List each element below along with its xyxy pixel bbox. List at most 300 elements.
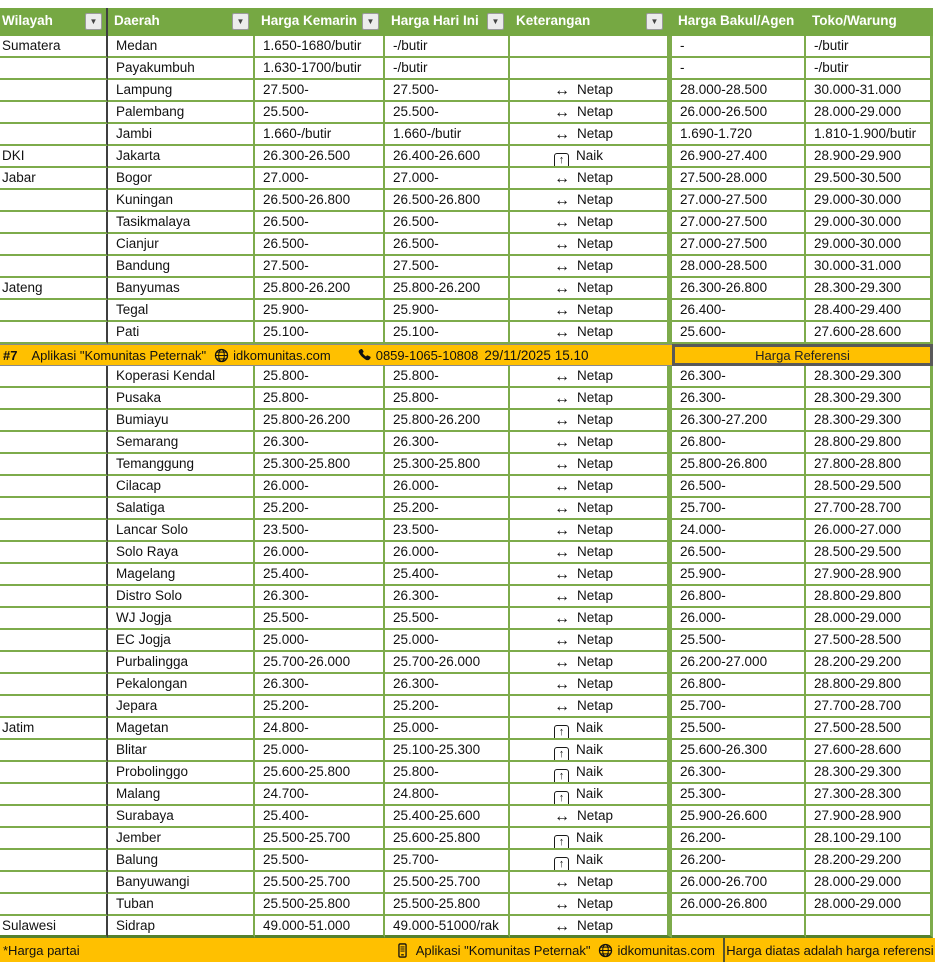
cell-harga-bakul-agen[interactable] [672,916,806,938]
cell-harga-kemarin[interactable] [255,234,385,256]
cell-harga-bakul-agen[interactable] [672,872,806,894]
cell-toko-warung[interactable] [806,212,933,234]
cell-toko-warung[interactable] [806,322,933,344]
cell-harga-kemarin[interactable] [255,784,385,806]
cell-daerah[interactable] [108,564,255,586]
cell-harga-kemarin[interactable] [255,696,385,718]
cell-toko-warung[interactable] [806,432,933,454]
cell-toko-warung[interactable] [806,740,933,762]
cell-keterangan[interactable] [510,542,672,564]
cell-harga-hari-ini[interactable] [385,300,510,322]
cell-toko-warung[interactable] [806,850,933,872]
harga-bakul-agen-value: 26.800- [680,434,726,449]
cell-keterangan[interactable] [510,828,672,850]
cell-daerah[interactable] [108,234,255,256]
cell-daerah[interactable] [108,806,255,828]
cell-harga-kemarin[interactable] [255,58,385,80]
cell-wilayah[interactable] [0,630,108,652]
cell-harga-hari-ini[interactable] [385,476,510,498]
cell-toko-warung[interactable] [806,828,933,850]
cell-wilayah[interactable] [0,828,108,850]
toko-warung-value: 27.500-28.500 [814,720,902,735]
cell-wilayah[interactable] [0,124,108,146]
cell-harga-bakul-agen[interactable] [672,894,806,916]
cell-harga-bakul-agen[interactable] [672,586,806,608]
cell-wilayah[interactable] [0,696,108,718]
cell-daerah[interactable] [108,300,255,322]
cell-toko-warung[interactable] [806,80,933,102]
cell-harga-bakul-agen[interactable] [672,278,806,300]
cell-keterangan[interactable] [510,872,672,894]
cell-harga-hari-ini[interactable] [385,80,510,102]
cell-harga-hari-ini[interactable] [385,190,510,212]
cell-harga-hari-ini[interactable] [385,432,510,454]
cell-harga-bakul-agen[interactable] [672,806,806,828]
cell-daerah[interactable] [108,432,255,454]
cell-harga-hari-ini[interactable] [385,58,510,80]
cell-harga-hari-ini[interactable] [385,652,510,674]
cell-toko-warung[interactable] [806,542,933,564]
cell-harga-bakul-agen[interactable] [672,498,806,520]
cell-harga-bakul-agen[interactable] [672,300,806,322]
cell-wilayah[interactable] [0,322,108,344]
cell-harga-bakul-agen[interactable] [672,630,806,652]
cell-daerah[interactable] [108,498,255,520]
cell-toko-warung[interactable] [806,652,933,674]
cell-toko-warung[interactable] [806,102,933,124]
cell-harga-kemarin[interactable] [255,608,385,630]
cell-toko-warung[interactable] [806,784,933,806]
cell-wilayah[interactable] [0,608,108,630]
cell-daerah[interactable] [108,784,255,806]
cell-daerah[interactable] [108,80,255,102]
cell-harga-hari-ini[interactable] [385,366,510,388]
cell-keterangan[interactable] [510,652,672,674]
cell-daerah[interactable] [108,256,255,278]
cell-keterangan[interactable] [510,168,672,190]
cell-wilayah[interactable] [0,168,108,190]
cell-keterangan[interactable] [510,432,672,454]
cell-harga-kemarin[interactable] [255,806,385,828]
cell-keterangan[interactable] [510,388,672,410]
cell-toko-warung[interactable] [806,190,933,212]
cell-harga-hari-ini[interactable] [385,850,510,872]
cell-harga-bakul-agen[interactable] [672,366,806,388]
cell-daerah[interactable] [108,58,255,80]
cell-harga-kemarin[interactable] [255,564,385,586]
cell-harga-hari-ini[interactable] [385,762,510,784]
cell-keterangan[interactable] [510,146,672,168]
cell-harga-kemarin[interactable] [255,410,385,432]
cell-harga-kemarin[interactable] [255,916,385,938]
cell-toko-warung[interactable] [806,278,933,300]
cell-toko-warung[interactable] [806,454,933,476]
cell-daerah[interactable] [108,278,255,300]
cell-harga-kemarin[interactable] [255,850,385,872]
cell-keterangan[interactable] [510,630,672,652]
harga-bakul-agen-value: 26.900-27.400 [680,148,768,163]
cell-wilayah[interactable] [0,454,108,476]
cell-harga-kemarin[interactable] [255,212,385,234]
cell-keterangan[interactable] [510,234,672,256]
filter-dropdown-harga-hari-ini[interactable]: ▼ [487,13,504,30]
cell-daerah[interactable] [108,476,255,498]
cell-harga-bakul-agen[interactable] [672,432,806,454]
cell-wilayah[interactable] [0,916,108,938]
cell-keterangan[interactable] [510,212,672,234]
cell-keterangan[interactable] [510,850,672,872]
cell-daerah[interactable] [108,916,255,938]
cell-harga-hari-ini[interactable] [385,564,510,586]
cell-harga-hari-ini[interactable] [385,322,510,344]
cell-keterangan[interactable] [510,762,672,784]
cell-toko-warung[interactable] [806,674,933,696]
cell-harga-bakul-agen[interactable] [672,212,806,234]
cell-harga-bakul-agen[interactable] [672,740,806,762]
cell-wilayah[interactable] [0,586,108,608]
cell-harga-hari-ini[interactable] [385,916,510,938]
cell-daerah[interactable] [108,102,255,124]
cell-harga-kemarin[interactable] [255,476,385,498]
cell-daerah[interactable] [108,718,255,740]
cell-keterangan[interactable] [510,498,672,520]
cell-harga-bakul-agen[interactable] [672,410,806,432]
filter-dropdown-daerah[interactable]: ▼ [232,13,249,30]
cell-keterangan[interactable] [510,36,672,58]
cell-harga-bakul-agen[interactable] [672,542,806,564]
cell-harga-bakul-agen[interactable] [672,652,806,674]
cell-harga-kemarin[interactable] [255,102,385,124]
cell-daerah[interactable] [108,190,255,212]
cell-harga-bakul-agen[interactable] [672,322,806,344]
cell-toko-warung[interactable] [806,36,933,58]
cell-wilayah[interactable] [0,674,108,696]
cell-harga-kemarin[interactable] [255,520,385,542]
cell-harga-hari-ini[interactable] [385,872,510,894]
cell-harga-hari-ini[interactable] [385,894,510,916]
cell-wilayah[interactable] [0,58,108,80]
cell-harga-kemarin[interactable] [255,498,385,520]
header-wilayah[interactable] [0,8,108,36]
cell-harga-bakul-agen[interactable] [672,850,806,872]
cell-harga-bakul-agen[interactable] [672,564,806,586]
cell-keterangan[interactable] [510,190,672,212]
cell-harga-hari-ini[interactable] [385,718,510,740]
cell-wilayah[interactable] [0,366,108,388]
cell-daerah[interactable] [108,388,255,410]
cell-wilayah[interactable] [0,102,108,124]
cell-daerah[interactable] [108,652,255,674]
cell-harga-bakul-agen[interactable] [672,102,806,124]
header-toko-warung[interactable] [806,8,933,36]
cell-daerah[interactable] [108,322,255,344]
cell-keterangan[interactable] [510,608,672,630]
cell-harga-kemarin[interactable] [255,454,385,476]
cell-harga-bakul-agen[interactable] [672,762,806,784]
cell-harga-bakul-agen[interactable] [672,476,806,498]
cell-harga-bakul-agen[interactable] [672,168,806,190]
cell-toko-warung[interactable] [806,58,933,80]
cell-wilayah[interactable] [0,850,108,872]
cell-harga-bakul-agen[interactable] [672,608,806,630]
cell-harga-bakul-agen[interactable] [672,58,806,80]
cell-harga-kemarin[interactable] [255,652,385,674]
cell-harga-kemarin[interactable] [255,124,385,146]
cell-toko-warung[interactable] [806,564,933,586]
cell-harga-bakul-agen[interactable] [672,388,806,410]
cell-wilayah[interactable] [0,388,108,410]
cell-daerah[interactable] [108,740,255,762]
cell-wilayah[interactable] [0,718,108,740]
cell-daerah[interactable] [108,542,255,564]
cell-harga-hari-ini[interactable] [385,168,510,190]
filter-dropdown-harga-kemarin[interactable]: ▼ [362,13,379,30]
cell-keterangan[interactable] [510,366,672,388]
cell-harga-hari-ini[interactable] [385,696,510,718]
cell-toko-warung[interactable] [806,630,933,652]
cell-harga-kemarin[interactable] [255,300,385,322]
cell-toko-warung[interactable] [806,718,933,740]
cell-harga-kemarin[interactable] [255,146,385,168]
cell-toko-warung[interactable] [806,586,933,608]
cell-toko-warung[interactable] [806,476,933,498]
cell-daerah[interactable] [108,454,255,476]
cell-toko-warung[interactable] [806,894,933,916]
cell-keterangan[interactable] [510,784,672,806]
cell-harga-kemarin[interactable] [255,542,385,564]
cell-wilayah[interactable] [0,894,108,916]
cell-wilayah[interactable] [0,564,108,586]
cell-harga-kemarin[interactable] [255,256,385,278]
cell-harga-hari-ini[interactable] [385,124,510,146]
cell-harga-kemarin[interactable] [255,36,385,58]
cell-keterangan[interactable] [510,740,672,762]
cell-daerah[interactable] [108,828,255,850]
cell-harga-bakul-agen[interactable] [672,784,806,806]
cell-harga-hari-ini[interactable] [385,102,510,124]
header-daerah[interactable] [108,8,255,36]
cell-wilayah[interactable] [0,806,108,828]
cell-keterangan[interactable] [510,476,672,498]
cell-harga-bakul-agen[interactable] [672,124,806,146]
cell-harga-hari-ini[interactable] [385,498,510,520]
cell-harga-kemarin[interactable] [255,80,385,102]
cell-daerah[interactable] [108,762,255,784]
cell-harga-kemarin[interactable] [255,718,385,740]
cell-wilayah[interactable] [0,410,108,432]
cell-daerah[interactable] [108,410,255,432]
cell-wilayah[interactable] [0,542,108,564]
cell-keterangan[interactable] [510,278,672,300]
cell-harga-hari-ini[interactable] [385,740,510,762]
cell-harga-hari-ini[interactable] [385,630,510,652]
cell-toko-warung[interactable] [806,168,933,190]
cell-daerah[interactable] [108,366,255,388]
cell-harga-hari-ini[interactable] [385,520,510,542]
cell-daerah[interactable] [108,696,255,718]
cell-toko-warung[interactable] [806,256,933,278]
cell-wilayah[interactable] [0,190,108,212]
cell-harga-bakul-agen[interactable] [672,718,806,740]
cell-keterangan[interactable] [510,102,672,124]
cell-harga-bakul-agen[interactable] [672,454,806,476]
cell-wilayah[interactable] [0,784,108,806]
header-harga-hari-ini[interactable] [385,8,510,36]
cell-harga-kemarin[interactable] [255,762,385,784]
cell-daerah[interactable] [108,520,255,542]
footer-website[interactable]: idkomunitas.com [617,942,715,958]
cell-keterangan[interactable] [510,124,672,146]
harga-hari-ini-value: 26.300- [393,676,439,691]
cell-harga-hari-ini[interactable] [385,454,510,476]
cell-harga-hari-ini[interactable] [385,212,510,234]
cell-daerah[interactable] [108,674,255,696]
cell-wilayah[interactable] [0,278,108,300]
header-harga-kemarin[interactable] [255,8,385,36]
cell-harga-kemarin[interactable] [255,388,385,410]
cell-toko-warung[interactable] [806,916,933,938]
cell-harga-kemarin[interactable] [255,740,385,762]
cell-keterangan[interactable] [510,256,672,278]
cell-daerah[interactable] [108,36,255,58]
cell-toko-warung[interactable] [806,608,933,630]
cell-toko-warung[interactable] [806,410,933,432]
cell-daerah[interactable] [108,168,255,190]
header-harga-bakul-agen[interactable] [672,8,806,36]
cell-daerah[interactable] [108,630,255,652]
cell-harga-hari-ini[interactable] [385,410,510,432]
cell-toko-warung[interactable] [806,234,933,256]
cell-wilayah[interactable] [0,300,108,322]
cell-keterangan[interactable] [510,80,672,102]
wilayah-label: Sumatera [2,38,61,53]
cell-harga-kemarin[interactable] [255,432,385,454]
cell-harga-bakul-agen[interactable] [672,80,806,102]
cell-toko-warung[interactable] [806,806,933,828]
cell-toko-warung[interactable] [806,762,933,784]
cell-harga-kemarin[interactable] [255,894,385,916]
cell-wilayah[interactable] [0,146,108,168]
cell-harga-kemarin[interactable] [255,630,385,652]
cell-harga-bakul-agen[interactable] [672,36,806,58]
cell-toko-warung[interactable] [806,696,933,718]
cell-toko-warung[interactable] [806,146,933,168]
cell-keterangan[interactable] [510,300,672,322]
cell-harga-bakul-agen[interactable] [672,828,806,850]
cell-wilayah[interactable] [0,234,108,256]
cell-harga-hari-ini[interactable] [385,586,510,608]
cell-harga-kemarin[interactable] [255,872,385,894]
cell-harga-bakul-agen[interactable] [672,256,806,278]
cell-keterangan[interactable] [510,410,672,432]
cell-daerah[interactable] [108,124,255,146]
cell-keterangan[interactable] [510,806,672,828]
cell-harga-bakul-agen[interactable] [672,146,806,168]
filter-dropdown-wilayah[interactable]: ▼ [85,13,102,30]
footer-right-section [725,938,935,962]
cell-wilayah[interactable] [0,36,108,58]
cell-wilayah[interactable] [0,476,108,498]
cell-harga-hari-ini[interactable] [385,828,510,850]
cell-wilayah[interactable] [0,740,108,762]
cell-daerah[interactable] [108,146,255,168]
cell-daerah[interactable] [108,894,255,916]
cell-harga-kemarin[interactable] [255,828,385,850]
cell-harga-hari-ini[interactable] [385,674,510,696]
cell-wilayah[interactable] [0,652,108,674]
cell-daerah[interactable] [108,586,255,608]
cell-harga-bakul-agen[interactable] [672,696,806,718]
cell-daerah[interactable] [108,850,255,872]
cell-harga-hari-ini[interactable] [385,36,510,58]
cell-harga-bakul-agen[interactable] [672,190,806,212]
cell-keterangan[interactable] [510,894,672,916]
cell-harga-hari-ini[interactable] [385,146,510,168]
cell-harga-kemarin[interactable] [255,168,385,190]
cell-daerah[interactable] [108,872,255,894]
cell-wilayah[interactable] [0,762,108,784]
cell-toko-warung[interactable] [806,520,933,542]
banner-website[interactable]: idkomunitas.com [233,347,331,363]
cell-keterangan[interactable] [510,58,672,80]
cell-harga-kemarin[interactable] [255,366,385,388]
cell-toko-warung[interactable] [806,124,933,146]
cell-toko-warung[interactable] [806,872,933,894]
cell-harga-hari-ini[interactable] [385,256,510,278]
cell-keterangan[interactable] [510,916,672,938]
cell-daerah[interactable] [108,212,255,234]
cell-wilayah[interactable] [0,80,108,102]
cell-wilayah[interactable] [0,212,108,234]
cell-harga-hari-ini[interactable] [385,784,510,806]
cell-keterangan[interactable] [510,454,672,476]
cell-harga-kemarin[interactable] [255,278,385,300]
cell-harga-bakul-agen[interactable] [672,234,806,256]
cell-harga-kemarin[interactable] [255,190,385,212]
cell-harga-kemarin[interactable] [255,674,385,696]
cell-harga-hari-ini[interactable] [385,234,510,256]
header-keterangan[interactable] [510,8,672,36]
cell-toko-warung[interactable] [806,388,933,410]
cell-toko-warung[interactable] [806,300,933,322]
cell-wilayah[interactable] [0,256,108,278]
cell-keterangan[interactable] [510,586,672,608]
cell-wilayah[interactable] [0,872,108,894]
cell-harga-hari-ini[interactable] [385,388,510,410]
cell-keterangan[interactable] [510,520,672,542]
cell-wilayah[interactable] [0,520,108,542]
cell-toko-warung[interactable] [806,498,933,520]
cell-keterangan[interactable] [510,674,672,696]
cell-harga-kemarin[interactable] [255,586,385,608]
cell-harga-bakul-agen[interactable] [672,520,806,542]
cell-harga-hari-ini[interactable] [385,278,510,300]
cell-harga-hari-ini[interactable] [385,542,510,564]
cell-keterangan[interactable] [510,696,672,718]
filter-dropdown-keterangan[interactable]: ▼ [646,13,663,30]
cell-toko-warung[interactable] [806,366,933,388]
cell-keterangan[interactable] [510,718,672,740]
cell-wilayah[interactable] [0,432,108,454]
cell-harga-hari-ini[interactable] [385,806,510,828]
cell-keterangan[interactable] [510,322,672,344]
cell-harga-bakul-agen[interactable] [672,674,806,696]
cell-wilayah[interactable] [0,498,108,520]
cell-daerah[interactable] [108,608,255,630]
cell-harga-hari-ini[interactable] [385,608,510,630]
cell-harga-kemarin[interactable] [255,322,385,344]
cell-keterangan[interactable] [510,564,672,586]
